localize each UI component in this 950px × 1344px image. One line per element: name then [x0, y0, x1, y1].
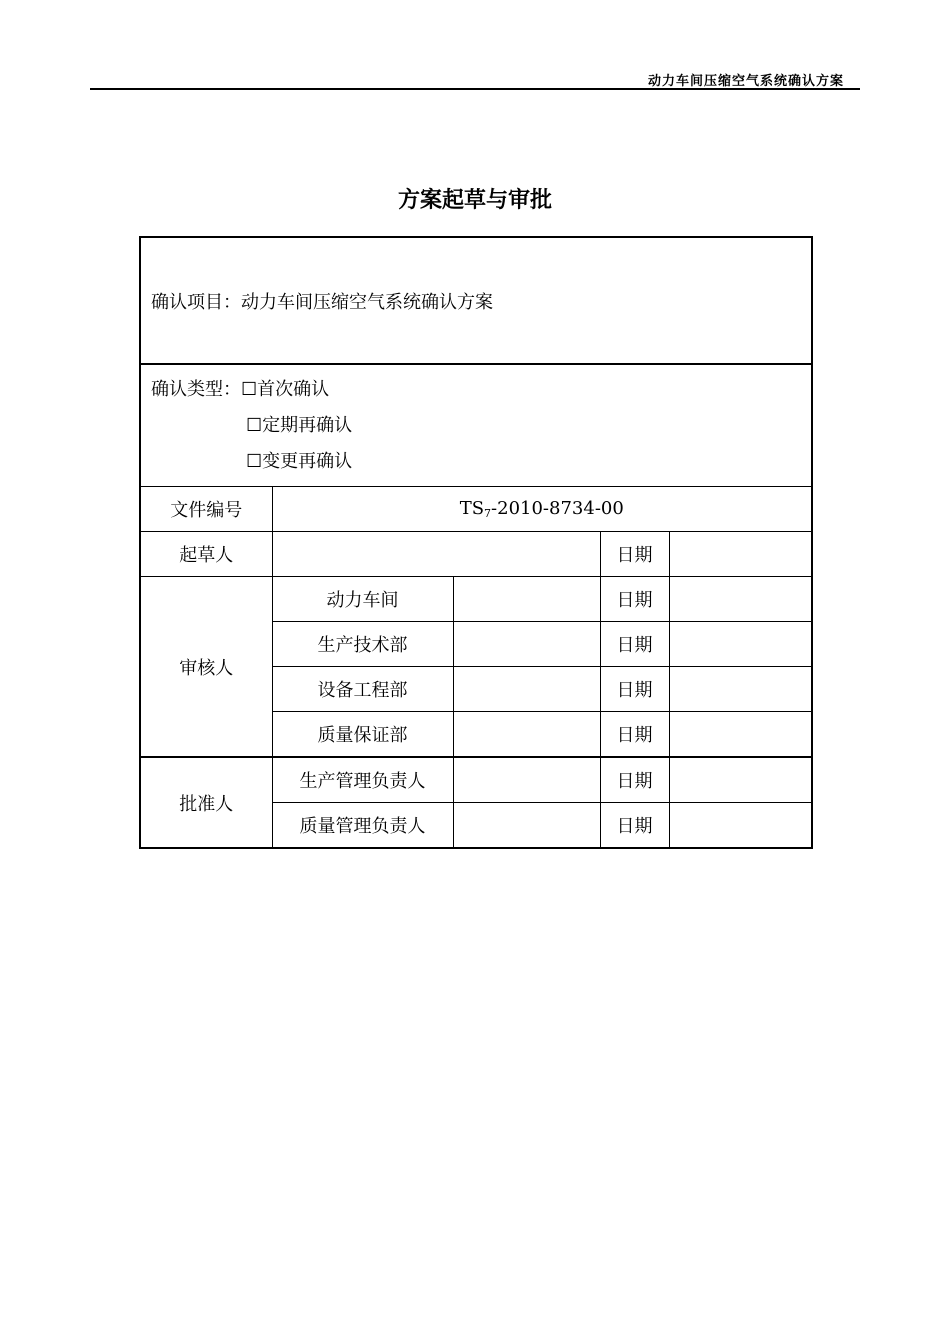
reviewer-signature-field[interactable] [453, 577, 600, 622]
reviewer-signature-field[interactable] [453, 667, 600, 712]
reviewer-date-label: 日期 [600, 577, 669, 622]
drafter-signature-field[interactable] [272, 532, 600, 577]
option-first-confirm: 首次确认 [257, 378, 330, 400]
approver-signature-field[interactable] [453, 803, 600, 849]
reviewer-date-field[interactable] [669, 712, 812, 758]
reviewer-date-field[interactable] [669, 667, 812, 712]
file-number-prefix: TS [459, 498, 485, 519]
option-periodic-reconfirm: 定期再确认 [262, 414, 353, 436]
project-label: 确认项目： [151, 291, 241, 313]
checkbox-change-reconfirm[interactable]: ☐ [246, 450, 263, 472]
reviewer-date-field[interactable] [669, 622, 812, 667]
checkbox-periodic-reconfirm[interactable]: ☐ [246, 414, 263, 436]
file-number-subscript: 7 [484, 507, 492, 520]
approver-date-label: 日期 [600, 803, 669, 849]
reviewer-label: 审核人 [140, 577, 272, 758]
approver-label: 批准人 [140, 757, 272, 848]
reviewer-date-label: 日期 [600, 712, 669, 758]
reviewer-signature-field[interactable] [453, 622, 600, 667]
approver-date-field[interactable] [669, 803, 812, 849]
header-divider [90, 88, 860, 90]
confirm-type-label: 确认类型： [151, 378, 241, 400]
project-value: 动力车间压缩空气系统确认方案 [241, 291, 493, 313]
reviewer-dept-production: 生产技术部 [272, 622, 453, 667]
reviewer-signature-field[interactable] [453, 712, 600, 758]
project-cell [140, 237, 812, 364]
reviewer-date-label: 日期 [600, 667, 669, 712]
approval-form-table [139, 236, 813, 849]
confirm-type-cell [140, 364, 812, 487]
approver-signature-field[interactable] [453, 757, 600, 803]
reviewer-dept-qa: 质量保证部 [272, 712, 453, 758]
checkbox-first-confirm[interactable]: ☐ [241, 378, 258, 400]
drafter-date-label: 日期 [600, 532, 669, 577]
option-change-reconfirm: 变更再确认 [262, 450, 353, 472]
approver-role-quality: 质量管理负责人 [272, 803, 453, 849]
reviewer-dept-power: 动力车间 [272, 577, 453, 622]
approver-date-field[interactable] [669, 757, 812, 803]
reviewer-dept-equipment: 设备工程部 [272, 667, 453, 712]
file-number-value [272, 487, 812, 532]
approver-date-label: 日期 [600, 757, 669, 803]
reviewer-date-label: 日期 [600, 622, 669, 667]
file-number-suffix: -2010-8734-00 [491, 498, 624, 519]
approver-role-production: 生产管理负责人 [272, 757, 453, 803]
page-header-title: 动力车间压缩空气系统确认方案 [647, 74, 844, 89]
file-number-label: 文件编号 [140, 487, 272, 532]
reviewer-date-field[interactable] [669, 577, 812, 622]
page-title: 方案起草与审批 [397, 188, 552, 213]
drafter-date-field[interactable] [669, 532, 812, 577]
drafter-label: 起草人 [140, 532, 272, 577]
